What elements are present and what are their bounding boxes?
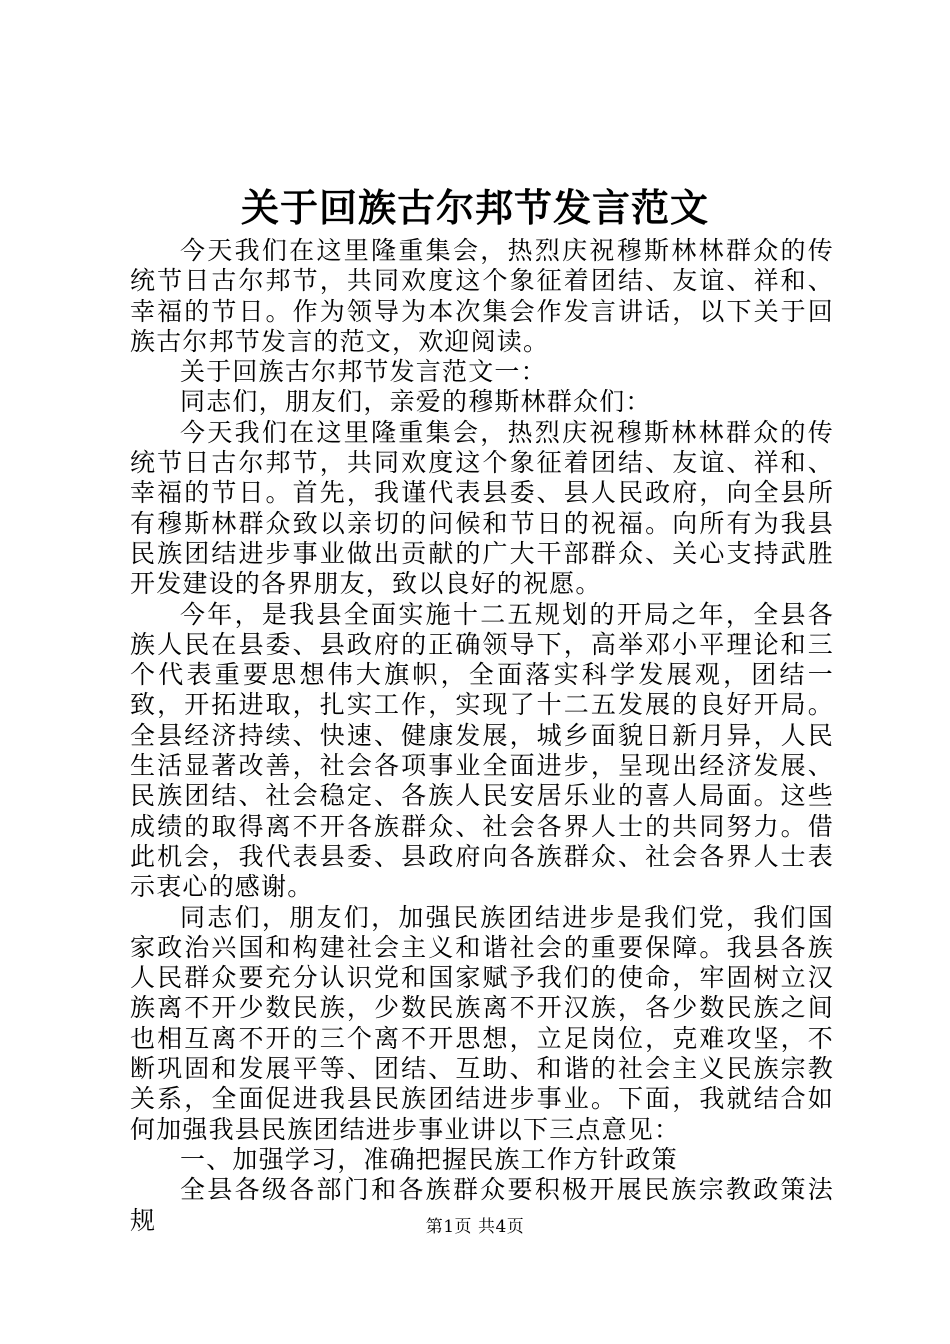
paragraph-intro: 今天我们在这里隆重集会，热烈庆祝穆斯林林群众的传统节日古尔邦节，共同欢度这个象征着团结、友谊、祥和、幸福的节日。作为领导为本次集会作发言讲话，以下关于回族古尔邦节发言的范文，欢迎阅读。 bbox=[130, 236, 834, 356]
section-heading-one: 一、加强学习，准确把握民族工作方针政策 bbox=[180, 1144, 678, 1174]
paragraph-sample-heading: 关于回族古尔邦节发言范文一： bbox=[180, 357, 547, 387]
document-title: 关于回族古尔邦节发言范文 bbox=[240, 185, 709, 230]
page-number-footer: 第1页 共4页 bbox=[425, 1217, 525, 1237]
paragraph-achievements: 今年，是我县全面实施十二五规划的开局之年，全县各族人民在县委、县政府的正确领导下，高举邓小平理论和三个代表重要思想伟大旗帜，全面落实科学发展观，团结一致，开拓进取，扎实工作，实现了十二五发展的良好开局。全县经济持续、快速、健康发展，城乡面貌日新月异，人民生活显著改善，社会各项事业全面进步，呈现出经济发展、民族团结、社会稳定、各族人民安居乐业的喜人局面。这些成绩的取得离不开各族群众、社会各界人士的共同努力。借此机会，我代表县委、县政府向各族群众、社会各界人士表示衷心的感谢。 bbox=[130, 599, 834, 902]
paragraph-salutation: 同志们，朋友们，亲爱的穆斯林群众们： bbox=[180, 387, 652, 417]
paragraph-greeting: 今天我们在这里隆重集会，热烈庆祝穆斯林林群众的传统节日古尔邦节，共同欢度这个象征着团结、友谊、祥和、幸福的节日。首先，我谨代表县委、县人民政府，向全县所有穆斯林群众致以亲切的问候和节日的祝福。向所有为我县民族团结进步事业做出贡献的广大干部群众、关心支持武胜开发建设的各界朋友，致以良好的祝愿。 bbox=[130, 417, 834, 599]
paragraph-unity: 同志们，朋友们，加强民族团结进步是我们党，我们国家政治兴国和构建社会主义和谐社会的重要保障。我县各族人民群众要充分认识党和国家赋予我们的使命，牢固树立汉族离不开少数民族，少数民族离不开汉族，各少数民族之间也相互离不开的三个离不开思想，立足岗位，克难攻坚，不断巩固和发展平等、团结、互助、和谐的社会主义民族宗教关系，全面促进我县民族团结进步事业。下面，我就结合如何加强我县民族团结进步事业讲以下三点意见： bbox=[130, 902, 834, 1144]
paragraph-study: 全县各级各部门和各族群众要积极开展民族宗教政策法规 bbox=[130, 1175, 834, 1235]
document-body bbox=[130, 236, 834, 1236]
